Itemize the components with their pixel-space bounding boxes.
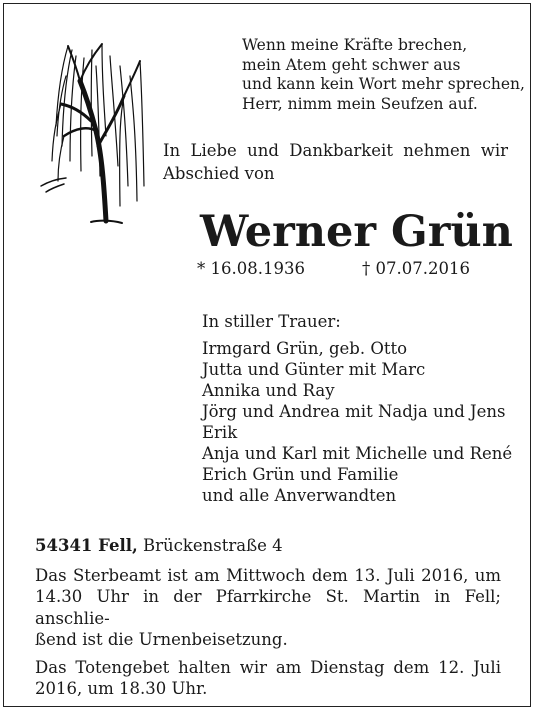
prayer-line: Das Totengebet halten wir am Dienstag dem 12. Juli bbox=[35, 657, 501, 677]
intro-text bbox=[163, 139, 508, 185]
poem bbox=[242, 36, 525, 114]
funeral-text bbox=[35, 565, 501, 651]
mourner: Erich Grün und Familie bbox=[202, 465, 399, 484]
intro-line: Abschied von bbox=[163, 164, 275, 183]
address-street: Brückenstraße 4 bbox=[143, 536, 283, 555]
deceased-name: Werner Grün bbox=[200, 207, 513, 257]
prayer-line: 2016, um 18.30 Uhr. bbox=[35, 679, 208, 698]
poem-line: mein Atem geht schwer aus bbox=[242, 55, 461, 74]
mourners-list bbox=[202, 338, 512, 506]
mourner: Annika und Ray bbox=[202, 381, 335, 400]
funeral-line: Das Sterbeamt ist am Mittwoch dem 13. Juli 2016, um bbox=[35, 565, 501, 585]
address bbox=[35, 535, 501, 557]
funeral-line: ßend ist die Urnenbeisetzung. bbox=[35, 630, 288, 649]
mourner: Erik bbox=[202, 423, 238, 442]
service-info bbox=[35, 535, 501, 706]
mourner: Jörg und Andrea mit Nadja und Jens bbox=[202, 402, 506, 421]
mourner: Anja und Karl mit Michelle und René bbox=[202, 444, 513, 463]
birth-date: * 16.08.1936 bbox=[197, 259, 305, 278]
address-city: 54341 Fell, bbox=[35, 536, 138, 555]
poem-line: Wenn meine Kräfte brechen, bbox=[242, 36, 468, 54]
mourner: Irmgard Grün, geb. Otto bbox=[202, 339, 408, 358]
intro-line: In Liebe und Dankbarkeit nehmen wir bbox=[163, 141, 508, 160]
mourning-title: In stiller Trauer: bbox=[202, 312, 341, 331]
death-date: † 07.07.2016 bbox=[362, 259, 470, 278]
mourner: und alle Anverwandten bbox=[202, 486, 397, 505]
poem-line: und kann kein Wort mehr sprechen, bbox=[242, 75, 525, 93]
prayer-text bbox=[35, 657, 501, 700]
weeping-willow-icon bbox=[36, 36, 156, 228]
mourner: Jutta und Günter mit Marc bbox=[202, 360, 426, 379]
poem-line: Herr, nimm mein Seufzen auf. bbox=[242, 94, 478, 113]
mourners-section bbox=[202, 311, 512, 506]
funeral-line: 14.30 Uhr in der Pfarrkirche St. Martin in Fell; anschlie- bbox=[35, 587, 501, 628]
